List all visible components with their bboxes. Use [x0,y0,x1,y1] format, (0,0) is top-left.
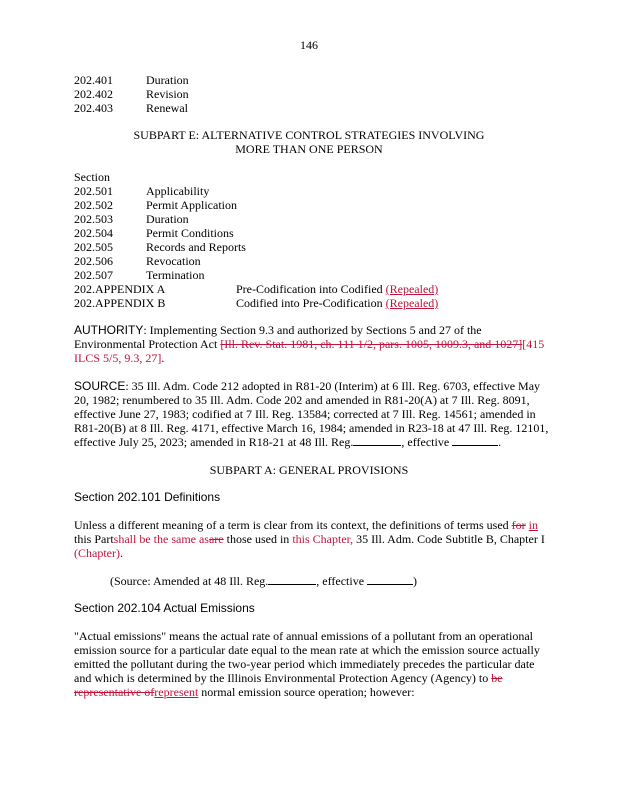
list-item [74,184,438,198]
authority-end: . [161,351,165,365]
deleted-text: be representative of [74,671,503,699]
subpart-a-heading: SUBPART A: GENERAL PROVISIONS [209,463,409,477]
text-run: ) [413,574,418,588]
list-item [74,101,189,115]
text-run: this Part [74,532,114,546]
section-104-text [74,629,550,699]
list-item [74,198,438,212]
section-title: Renewal [146,101,188,115]
section-104-heading: Section 202.104 Actual Emissions [74,601,255,615]
appendix-number: 202.APPENDIX B [74,296,166,310]
inserted-text: this Chapter, [292,532,354,546]
deleted-text: for [511,518,526,532]
text-run: "Actual emissions" means the actual rate of annual emissions of a pollutant from an operational emission source for a particular date equal to the mean rate at which the emission source actually emitted the pollutant during the two-year period which immediately precedes the particular date and which is determined by the Illinois Environmental Protection Agency (Agency) to [74,629,540,685]
text-run: 35 Ill. Adm. Code Subtitle B, Chapter I [353,532,545,546]
appendix-item [74,296,438,310]
page-number: 146 [300,38,318,52]
appendix-title: Pre-Codification into Codified [236,282,383,296]
authority-inserted-text: [415 ILCS 5/5, 9.3, 27] [74,337,545,365]
section-101-text [74,518,550,560]
section-title: Termination [146,268,205,282]
section-number: 202.501 [74,184,113,198]
list-item [74,226,438,240]
list-item [74,240,438,254]
appendix-number: 202.APPENDIX A [74,282,166,296]
source-end: . [498,435,502,449]
source-label: SOURCE [74,379,126,393]
blank-line [452,435,498,446]
section-title: Duration [146,212,189,226]
section-title: Applicability [146,184,210,198]
section-title: Permit Conditions [146,226,234,240]
text-run: . [119,546,123,560]
source-note [74,379,550,449]
deleted-text: (Chapter) [74,546,120,560]
subpart-e-heading-line2: MORE THAN ONE PERSON [235,142,383,156]
section-number: 202.504 [74,226,113,240]
appendix-item [74,282,438,296]
section-number: 202.507 [74,268,113,282]
section-title: Permit Application [146,198,237,212]
section-number: 202.403 [74,101,113,115]
text-run: those used in [223,532,293,546]
list-item [74,212,438,226]
text-run: , effective [316,574,365,588]
section-101-heading: Section 202.101 Definitions [74,490,221,504]
section-101-source-note [110,574,417,588]
blank-line [353,435,401,446]
blank-line [268,574,316,585]
authority-note [74,323,550,365]
blank-line [367,574,413,585]
source-text: : 35 Ill. Adm. Code 212 adopted in R81-20 (Interim) at 6 Ill. Reg. 6703, effective May 20, 1982; renumbered to 35 Ill. Adm. Code 202 and amended in R81-20(A) at 7 Ill. Reg. 8091, effective June 27, 1983; codified at 7 Ill. Reg. 13584; corrected at 7 Ill. Reg. 14561; amended in R81-20(B) at 8 Ill. Reg. 4171, effective March 16, 1984; amended in R23-18 at 47 Ill. Reg. 12101, effective July 25, 2023; amended in R18-21 at 48 Ill. Reg. [74,379,549,449]
list-item [74,73,189,87]
section-label: Section [74,170,110,184]
section-number: 202.506 [74,254,113,268]
section-number: 202.402 [74,87,113,101]
text-run: normal emission source operation; however: [198,685,415,699]
inserted-text: represent [154,685,199,699]
section-title: Revision [146,87,189,101]
section-title: Revocation [146,254,201,268]
authority-deleted-text: [Ill. Rev. Stat. 1981, ch. 111 1/2, pars. 1005, 1009.3, and 1027] [220,337,523,351]
section-title: Duration [146,73,189,87]
section-number: 202.502 [74,198,113,212]
inserted-text: shall be the same as [113,532,209,546]
subpart-e-heading-line1: SUBPART E: ALTERNATIVE CONTROL STRATEGIES INVOLVING [133,128,485,142]
top-section-list [74,73,189,115]
text-run: (Source: Amended at 48 Ill. Reg. [110,574,269,588]
appendix-status: (Repealed) [385,296,439,310]
subpart-e-section-list [74,170,438,310]
section-number: 202.505 [74,240,113,254]
appendix-title: Codified into Pre-Codification [236,296,383,310]
list-item [74,268,438,282]
text-run: Unless a different meaning of a term is clear from its context, the definitions of terms used [74,518,512,532]
appendix-status: (Repealed) [385,282,439,296]
source-effective: , effective [401,435,450,449]
authority-text: : Implementing Section 9.3 and authorized by Sections 5 and 27 of the Environmental Protection Act [74,323,482,351]
section-number: 202.401 [74,73,113,87]
inserted-text: in [528,518,538,532]
list-item [74,87,189,101]
list-item [74,254,438,268]
section-title: Records and Reports [146,240,246,254]
section-number: 202.503 [74,212,113,226]
deleted-text: are [208,532,224,546]
authority-label: AUTHORITY [74,323,144,337]
